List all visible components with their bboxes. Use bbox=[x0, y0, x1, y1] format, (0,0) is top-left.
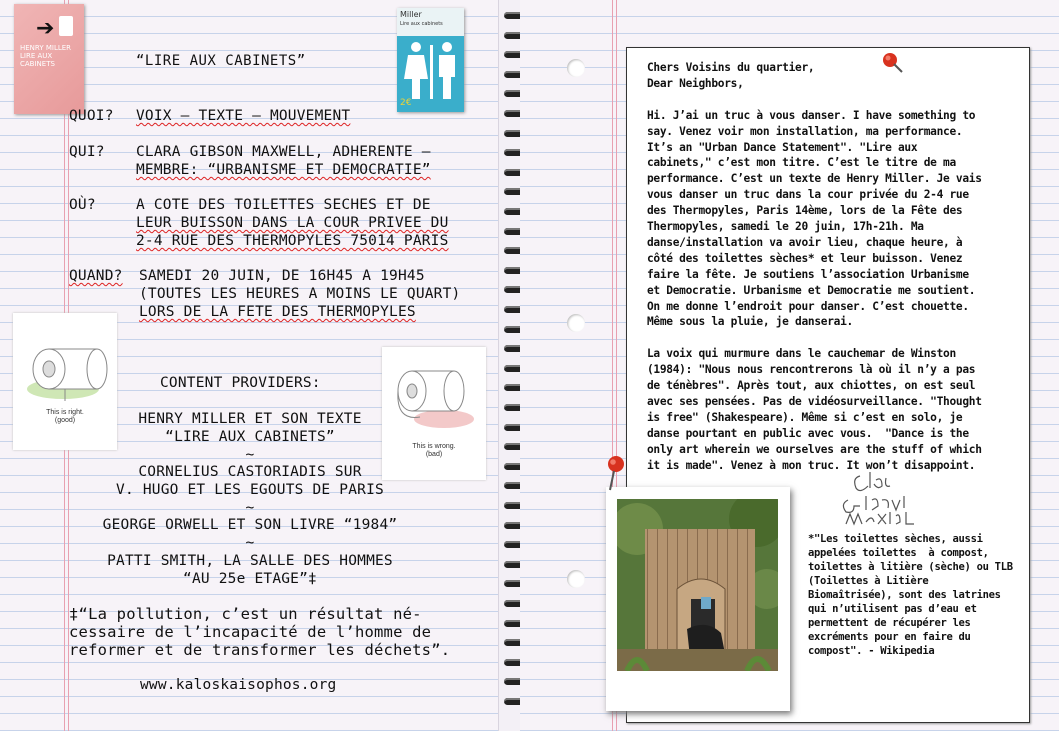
binder-hole bbox=[567, 570, 585, 588]
footnote-line: qui n’utilisent pas d’eau et bbox=[808, 603, 977, 615]
letter-line: (1984): "Nous nous rencontrerons là où il n’y a pas bbox=[647, 363, 976, 377]
footnote-line: Biomaîtrisée), sont des latrines bbox=[808, 589, 1001, 601]
provider-4-line2: “AU 25e ETAGE”‡ bbox=[183, 571, 317, 587]
separator: ~ bbox=[245, 447, 255, 463]
signature bbox=[838, 466, 938, 536]
letter-line: Chers Voisins du quartier, bbox=[647, 61, 815, 74]
provider-1-line2: “LIRE AUX CABINETS” bbox=[165, 429, 335, 445]
handwritten-signature-icon bbox=[838, 466, 938, 536]
when-line3: LORS DE LA FETE DES THERMOPYLES bbox=[139, 304, 416, 320]
binder-hole bbox=[567, 314, 585, 332]
who-line2: MEMBRE: “URBANISME ET DEMOCRATIE” bbox=[136, 162, 431, 178]
providers-heading: CONTENT PROVIDERS: bbox=[160, 375, 321, 391]
website-link[interactable]: www.kaloskaisophos.org bbox=[140, 677, 337, 693]
letter-footnote bbox=[808, 532, 1013, 658]
roll-good-caption-line2: (good) bbox=[54, 417, 76, 424]
when-line2: (TOUTES LES HEURES A MOINS LE QUART) bbox=[139, 286, 461, 302]
letter-line: On me donne l’endroit pour danser. C’est chouette. bbox=[647, 299, 969, 313]
book-cover-teal bbox=[397, 8, 464, 112]
where-line3: 2-4 RUE DES THERMOPYLES 75014 PARIS bbox=[136, 233, 449, 249]
letter-line: It’s an "Urban Dance Statement". "Lire aux bbox=[647, 140, 918, 154]
letter-line: danse/installation va avoir lieu, chaque heure, à bbox=[647, 235, 963, 249]
letter-line: Dear Neighbors, bbox=[647, 76, 744, 90]
letter-line: performance. C’est un texte de Henry Miller. Je vais bbox=[647, 172, 982, 186]
letter-line: say. Venez voir mon installation, ma performance. bbox=[647, 124, 963, 138]
book-cover-text: HENRY MILLER LIRE AUX CABINETS bbox=[20, 44, 72, 68]
letter-line: faire la fête. Je soutiens l’association Urbanisme bbox=[647, 267, 969, 281]
provider-2-line1: CORNELIUS CASTORIADIS SUR bbox=[138, 464, 362, 480]
book-author: Miller Lire aux cabinets bbox=[400, 10, 443, 27]
toilet-roll-icon bbox=[23, 331, 109, 407]
quote-line1: ‡“La pollution, c’est un résultat né- bbox=[69, 605, 422, 623]
letter-line: Même sous la pluie, je danserai. bbox=[647, 315, 853, 329]
outhouse-photo-icon bbox=[617, 499, 778, 671]
binder-hole bbox=[567, 59, 585, 77]
letter-line: des Thermopyles, Paris 14ème, lors de la Fête des bbox=[647, 204, 963, 218]
letter-line: danse pourtant en public avec vous. "Dance is the bbox=[647, 426, 969, 440]
book-cover-pink bbox=[14, 4, 84, 114]
restroom-pictogram-icon bbox=[59, 16, 73, 36]
where-label: OÙ? bbox=[69, 197, 96, 213]
quote-line3: reformer et de transformer les déchets”. bbox=[69, 641, 451, 659]
who-line1: CLARA GIBSON MAXWELL, ADHERENTE – bbox=[136, 144, 431, 160]
what-label: QUOI? bbox=[69, 108, 114, 124]
roll-bad-caption-line2: (bad) bbox=[425, 451, 443, 458]
provider-3-line1: GEORGE ORWELL ET SON LIVRE “1984” bbox=[102, 517, 398, 533]
what-value: VOIX – TEXTE – MOUVEMENT bbox=[136, 108, 351, 124]
footnote-line: toilettes à litière (sèche) ou TLB bbox=[808, 561, 1013, 573]
letter-line: de ténèbres". Après tout, aux chiottes, on est seul bbox=[647, 379, 976, 392]
letter-line: cabinets," c’est mon titre. C’est le titre de ma bbox=[647, 156, 956, 170]
where-line2: LEUR BUISSON DANS LA COUR PRIVEE DU bbox=[136, 215, 449, 231]
push-pin-icon bbox=[880, 50, 906, 76]
letter-line: côté des toilettes sèches* et leur buisson. Venez bbox=[647, 251, 963, 265]
provider-1-line1: HENRY MILLER ET SON TEXTE bbox=[138, 411, 362, 427]
when-line1: SAMEDI 20 JUIN, DE 16H45 A 19H45 bbox=[139, 268, 425, 284]
page-title: “LIRE AUX CABINETS” bbox=[136, 53, 306, 69]
footnote-line: appelées toilettes à compost, bbox=[808, 547, 989, 559]
quote-line2: cessaire de l’incapacité de l’homme de bbox=[69, 623, 432, 641]
roll-bad-caption-line1: This is wrong. bbox=[412, 443, 456, 450]
letter-line: is free" (Shakespeare). Même si c’est en solo, je bbox=[647, 410, 963, 424]
provider-4-line1: PATTI SMITH, LA SALLE DES HOMMES bbox=[107, 553, 393, 569]
polaroid-photo bbox=[606, 487, 790, 711]
footnote-line: *"Les toilettes sèches, aussi bbox=[808, 533, 983, 545]
provider-2-line2: V. HUGO ET LES EGOUTS DE PARIS bbox=[116, 482, 384, 498]
footnote-line: permettent de récupérer les bbox=[808, 617, 971, 629]
push-pin-icon bbox=[602, 454, 632, 494]
letter-line: La voix qui murmure dans le cauchemar de Winston bbox=[647, 347, 956, 361]
footnote-line: compost". - Wikipedia bbox=[808, 645, 935, 657]
toilet-roll-icon bbox=[394, 361, 478, 437]
restroom-sign-icon bbox=[402, 41, 460, 101]
letter-line: Thermopyles, samedi le 20 juin, 17h-21h. Ma bbox=[647, 220, 924, 233]
who-label: QUI? bbox=[69, 144, 105, 160]
letter-line: it is made". Venez à mon truc. It won’t disappoint. bbox=[647, 458, 976, 472]
arrow-right-icon: ➔ bbox=[36, 16, 55, 41]
photo-outhouse bbox=[617, 499, 778, 671]
letter-line: Hi. J’ai un truc à vous danser. I have something to bbox=[647, 108, 976, 122]
letter-line: avec ses pensées. Pas de vidéosurveillance. "Thought bbox=[647, 394, 982, 408]
book-price: 2€ bbox=[400, 98, 412, 108]
separator: ~ bbox=[245, 500, 255, 516]
letter-line: vous danser un truc dans la cour privée du 2-4 rue bbox=[647, 188, 969, 202]
letter-line: only art wherein we ourselves are the stuff of which bbox=[647, 442, 982, 456]
when-label: QUAND? bbox=[69, 268, 123, 284]
footnote-line: excréments pour en faire du bbox=[808, 631, 971, 643]
separator: ~ bbox=[245, 535, 255, 551]
roll-good-caption-line1: This is right. bbox=[46, 409, 84, 416]
letter-line: et Democratie. Urbanisme et Democratie me soutient. bbox=[647, 283, 976, 297]
where-line1: A COTE DES TOILETTES SECHES ET DE bbox=[136, 197, 431, 213]
footnote-line: (Toilettes à Litière bbox=[808, 575, 929, 587]
